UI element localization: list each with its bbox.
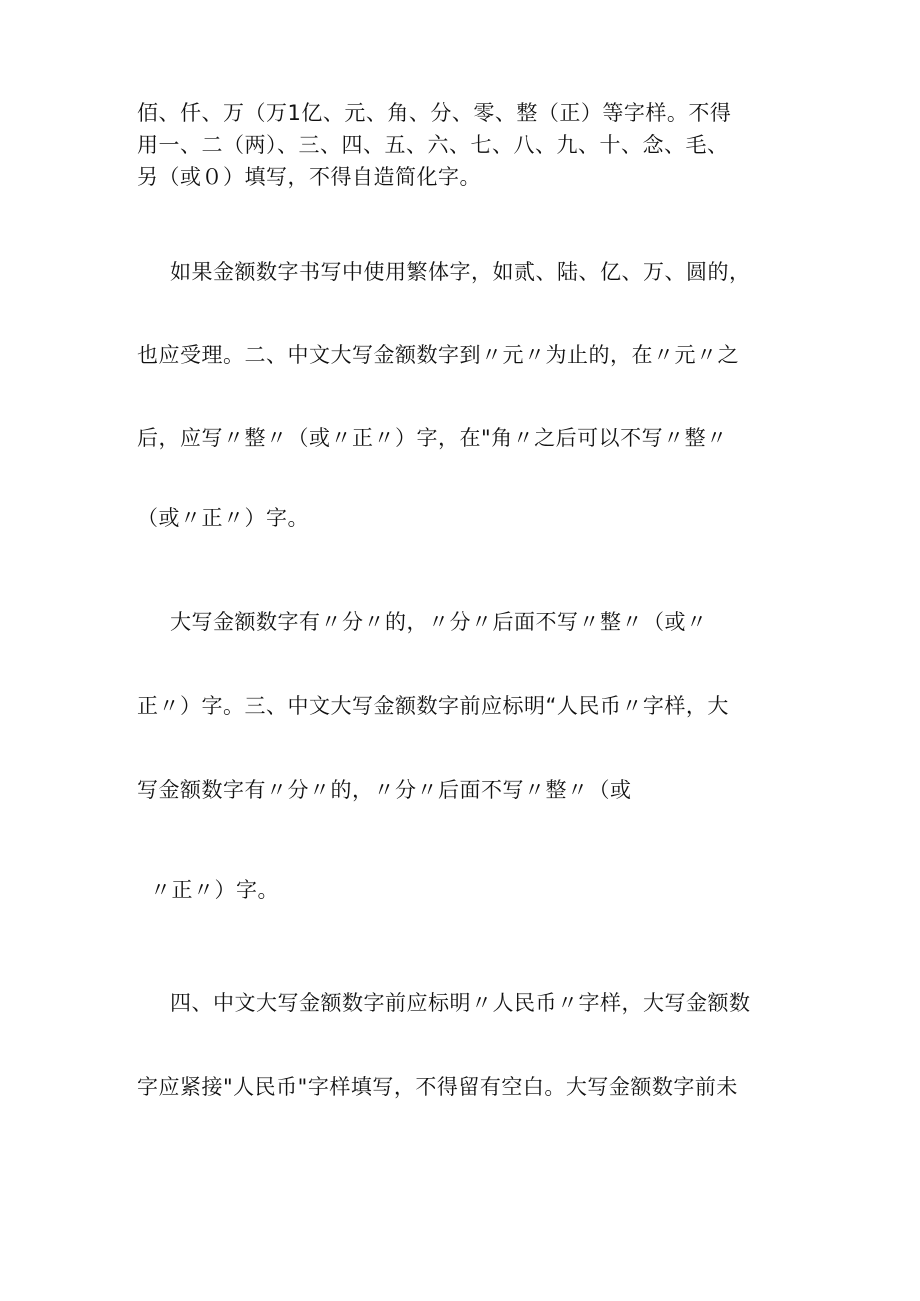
text-line: 写金额数字有〃分〃的，〃分〃后面不写〃整〃（或 <box>137 778 632 802</box>
text-line: 佰、仟、万（万1亿、元、角、分、零、整（正）等字样。不得 <box>137 101 732 125</box>
paragraph-first-line: 如果金额数字书写中使用繁体字，如贰、陆、亿、万、圆的， <box>170 260 751 284</box>
paragraph-first-line: 四、中文大写金额数字前应标明〃人民币〃字样，大写金额数 <box>170 991 751 1015</box>
text-line: 用一、二（两）、三、四、五、六、七、八、九、十、念、毛、 <box>137 133 729 157</box>
text-line: 另（或０）填写，不得自造简化字。 <box>137 165 481 189</box>
text-line: 也应受理。二、中文大写金额数字到〃元〃为止的，在〃元〃之 <box>137 343 739 367</box>
text-line: （或〃正〃）字。 <box>137 506 309 530</box>
text-line: 后，应写〃整〃（或〃正〃）字，在"角〃之后可以不写〃整〃 <box>137 426 728 450</box>
text-line: 〃正〃）字。 <box>150 878 279 902</box>
paragraph-first-line: 大写金额数字有〃分〃的，〃分〃后面不写〃整〃（或〃 <box>170 610 708 634</box>
text-line: 正〃）字。三、中文大写金额数字前应标明“人民币〃字样，大 <box>137 694 729 718</box>
text-line: 字应紧接"人民币"字样填写，不得留有空白。大写金额数字前未 <box>137 1075 738 1099</box>
